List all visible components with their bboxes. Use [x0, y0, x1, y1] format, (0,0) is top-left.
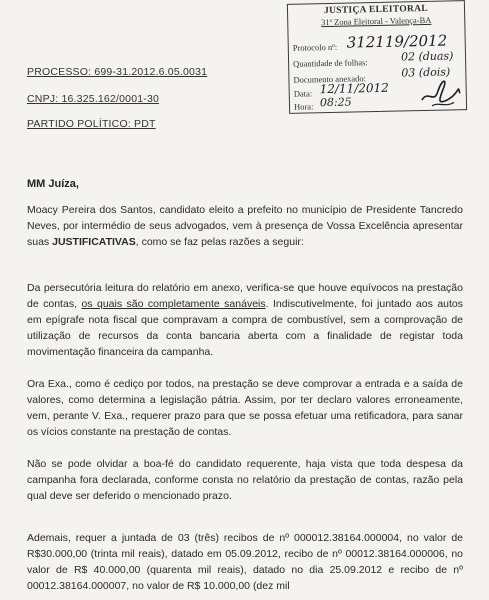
- stamp-protocolo-label: Protocolo nº:: [292, 41, 338, 53]
- case-partido: PARTIDO POLÍTICO: PDT: [27, 118, 156, 130]
- stamp-title: JUSTIÇA ELEITORAL: [323, 3, 429, 17]
- stamp-data-value: 12/11/2012: [319, 80, 389, 97]
- paragraph-intro-bold: JUSTIFICATIVAS: [52, 236, 136, 248]
- paragraph-prazo: Ora Exa., como é cediço por todos, na prestação se deve comprovar a entrada e a saída de valores, como determina a legislação pátria. Assim, por ter declaro valores erroneamente, vem, perante V. Exa., requerer prazo para que se possa efetuar uma retificadora, para sanar os vícios constante na prestação de contas.: [27, 378, 463, 438]
- salutation: MM Juíza,: [27, 178, 79, 190]
- stamp-hora-label: Hora:: [293, 101, 314, 112]
- stamp-documento-value: 03 (dois): [401, 65, 451, 80]
- stamp-protocolo-row: [293, 42, 338, 53]
- stamp-protocolo-value: 312119/2012: [346, 31, 448, 52]
- stamp-data-label: Data:: [293, 88, 313, 99]
- protocol-stamp: [287, 0, 467, 114]
- paragraph-boa-fe: Não se pode olvidar a boa-fé do candidato requerente, haja vista que toda despesa da campanha fora declarada, conforme consta no relatório da prestação de contas, razão pela qual deve ser deferido o mencionado prazo.: [27, 458, 463, 502]
- stamp-subtitle: 31ª Zona Eleitoral - Valença-BA: [320, 14, 432, 28]
- paragraph-equivocos: [27, 280, 463, 360]
- paragraph-equivocos-underlined: os quais são completamente sanáveis: [81, 298, 266, 310]
- paragraph-intro: [27, 202, 463, 250]
- paragraph-equivocos-text-a: Da persecutória leitura do relatório em anexo, verifica-se que houve equívocos na prestação de contas,: [27, 282, 463, 310]
- stamp-data-row: [294, 88, 313, 98]
- case-processo: PROCESSO: 699-31.2012.6.05.0031: [27, 66, 208, 78]
- paragraph-intro-text-b: , como se faz pelas razões a seguir:: [135, 236, 304, 248]
- stamp-folhas-row: [293, 57, 368, 69]
- paragraph-intro-text-a: Moacy Pereira dos Santos, candidato eleito a prefeito no município de Presidente Tancredo Neves, por intermédio de seus advogados, vem à presença de Vossa Excelência apresentar suas: [27, 204, 463, 248]
- stamp-hora-row: [294, 101, 314, 111]
- stamp-folhas-value: 02 (duas): [400, 49, 454, 64]
- stamp-hora-value: 08:25: [319, 95, 352, 110]
- stamp-folhas-label: Quantidade de folhas:: [293, 57, 368, 69]
- stamp-signature-icon: [417, 69, 462, 110]
- paragraph-recibos: Ademais, requer a juntada de 03 (três) recibos de nº 000012.38164.000004, no valor de R$30.000,00 (trinta mil reais), datado em 05.09.2012, recibo de nº 00012.38164.000006, no valor de R$ 40.000,00 (quarenta mil reais), datado no dia 25.09.2012 e recibo de nº 00012.38164.000007, no valor de R$ 10.000,00 (dez mil: [27, 532, 463, 592]
- stamp-documento-label: Documento anexado:: [293, 73, 367, 85]
- case-cnpj: CNPJ: 16.325.162/0001-30: [27, 93, 160, 105]
- paragraph-equivocos-text-b: . Indiscutivelmente, foi juntado aos autos em epígrafe nota fiscal que compravam a compra de combustível, sem a comprovação de utilização de recursos da conta bancaria aberta com a finalidade de registar toda movimentação financeira da campanha.: [27, 298, 463, 358]
